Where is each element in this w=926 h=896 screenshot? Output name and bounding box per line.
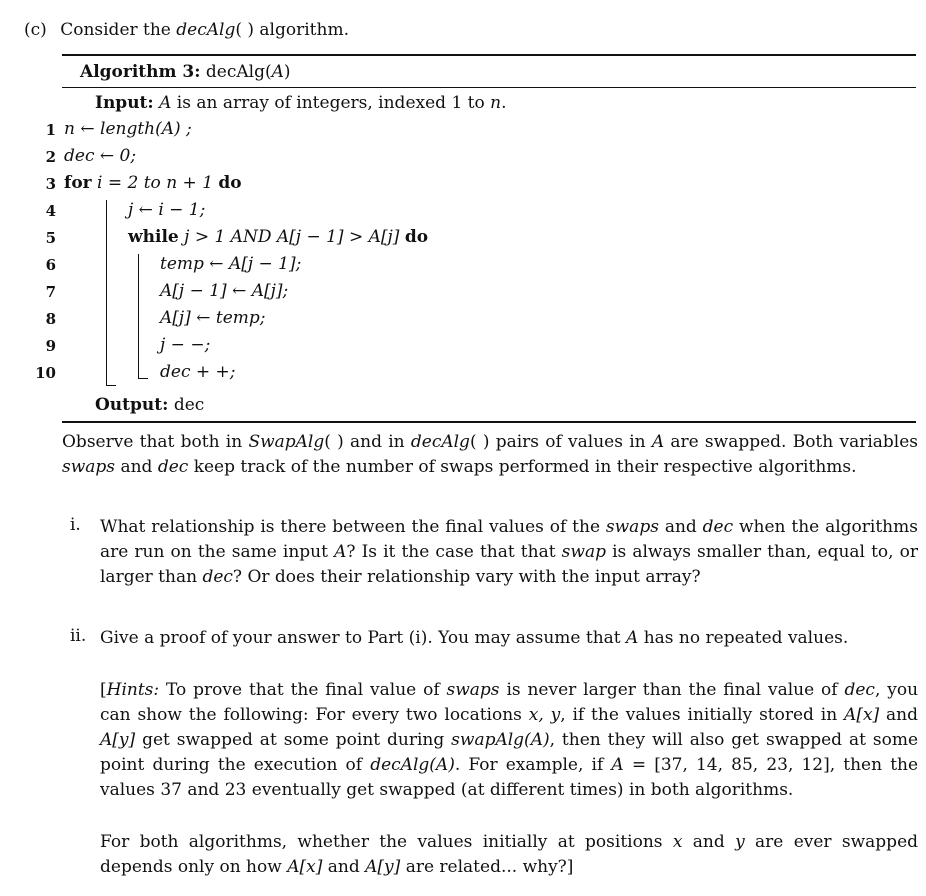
item-ii-hints	[100, 678, 918, 803]
heading-text-after: algorithm.	[259, 20, 349, 40]
var-dec: dec	[702, 517, 734, 537]
item-ii-why	[100, 830, 918, 880]
text: ? Is it the case that that	[346, 542, 556, 562]
item-i-text	[100, 515, 918, 590]
algorithm-input	[95, 93, 507, 113]
var-dec: dec	[202, 567, 233, 587]
algorithm-title-rule	[62, 87, 916, 88]
code-line: dec ← 0;	[64, 146, 137, 166]
input-var: A	[159, 93, 172, 113]
algorithm-title-label: Algorithm 3:	[80, 62, 201, 82]
text: is never larger than the final value of	[506, 680, 838, 700]
var-x: x	[672, 832, 683, 852]
line-number: 1	[45, 121, 56, 139]
input-n: n	[490, 93, 502, 113]
text: ( ) and in	[324, 432, 405, 452]
text: and	[120, 457, 153, 477]
var-swaps: swaps	[605, 517, 659, 537]
var-a: A	[651, 432, 665, 452]
var-y: y	[735, 832, 745, 852]
output-label: Output:	[95, 395, 169, 415]
var-a: A	[611, 755, 624, 775]
var-a: A	[334, 542, 347, 562]
line-number: 8	[45, 310, 56, 328]
text: [	[100, 680, 107, 700]
var-swaps: swaps	[62, 457, 116, 477]
input-end: .	[501, 93, 507, 113]
code-line: dec + +;	[160, 362, 236, 382]
swapalg-call: swapAlg(A)	[451, 730, 550, 750]
line-number: 3	[45, 175, 56, 193]
algorithm-title-name: decAlg(	[205, 62, 272, 82]
text: are swapped. Both variables	[670, 432, 919, 452]
text: when the algorithms are run on the same input	[100, 517, 918, 562]
var-a: A	[626, 628, 639, 648]
text: has no repeated values.	[643, 628, 849, 648]
keyword-for: for	[64, 173, 92, 193]
code-line: n ← length(A) ;	[64, 119, 192, 139]
code-line: temp ← A[j − 1];	[160, 254, 302, 274]
while-block-bar	[138, 254, 139, 378]
line-number: 10	[35, 364, 56, 382]
var-ay: A[y]	[100, 730, 136, 750]
var-swaps: swaps	[446, 680, 500, 700]
hints-label: Hints:	[106, 680, 160, 700]
input-text: is an array of integers, indexed 1 to	[176, 93, 485, 113]
text: get swapped at some point during	[142, 730, 445, 750]
code-line-for	[64, 173, 242, 193]
var-xy: x, y	[528, 705, 561, 725]
text: To prove that the final value of	[166, 680, 440, 700]
text: is always smaller than, equal to, or larger than	[100, 542, 919, 587]
heading-parens: ( )	[235, 20, 255, 40]
text: What relationship is there between the final values of the	[100, 517, 601, 537]
output-text: dec	[173, 395, 205, 415]
item-ii-text	[100, 626, 918, 651]
part-label: (c)	[24, 20, 47, 40]
code-line: j − −;	[160, 335, 211, 355]
for-block-end	[106, 385, 116, 386]
var-swap: swap	[561, 542, 606, 562]
while-block-end	[138, 378, 148, 379]
item-i-number: i.	[70, 515, 81, 535]
text: and	[692, 832, 725, 852]
code-line: j ← i − 1;	[128, 200, 206, 220]
text: keep track of the number of swaps performed in their respective algorithms.	[193, 457, 857, 477]
swapalg-name: SwapAlg	[248, 432, 325, 452]
algorithm-top-rule	[62, 54, 916, 56]
text: , then they will also get swapped at some point during the execution of	[100, 730, 919, 775]
text: ? Or does their relationship vary with the input array?	[232, 567, 701, 587]
item-ii-number: ii.	[70, 626, 87, 646]
for-expression: i = 2 to n + 1	[97, 173, 214, 193]
text: and	[327, 857, 360, 877]
text: , you can show the following: For every two locations	[100, 680, 919, 725]
var-ax: A[x]	[287, 857, 323, 877]
var-ay: A[y]	[365, 857, 401, 877]
keyword-while: while	[128, 227, 179, 247]
question-heading	[24, 20, 349, 40]
code-line: A[j − 1] ← A[j];	[160, 281, 289, 301]
code-line-while	[128, 227, 428, 247]
while-expression: j > 1 AND A[j − 1] > A[j]	[184, 227, 400, 247]
algorithm-title-close: )	[283, 62, 291, 82]
for-block-bar	[106, 200, 107, 385]
algorithm-output	[95, 395, 204, 415]
keyword-do: do	[404, 227, 429, 247]
text: , if the values initially stored in	[560, 705, 838, 725]
text: Observe that both in	[62, 432, 243, 452]
text: = [37, 14, 85, 23, 12], then the values 37 and 23 eventually get swapped (at different times) in both algorithms.	[100, 755, 919, 800]
algorithm-bottom-rule	[62, 421, 916, 423]
text: . For example, if	[454, 755, 604, 775]
algorithm-title-arg: A	[271, 62, 284, 82]
text: ( ) pairs of values in	[469, 432, 646, 452]
line-number: 6	[45, 256, 56, 274]
text: are related... why?]	[405, 857, 574, 877]
observation-paragraph	[62, 430, 918, 480]
line-number: 4	[45, 202, 56, 220]
line-number: 9	[45, 337, 56, 355]
text: and	[886, 705, 919, 725]
text: are ever swapped depends only on how	[100, 832, 919, 877]
code-line: A[j] ← temp;	[160, 308, 266, 328]
text: Give a proof of your answer to Part (i). You may assume that	[100, 628, 621, 648]
line-number: 2	[45, 148, 56, 166]
line-number: 7	[45, 283, 56, 301]
decalg-name: decAlg	[410, 432, 470, 452]
input-label: Input:	[95, 93, 154, 113]
keyword-do: do	[218, 173, 242, 193]
decalg-call: decAlg(A)	[370, 755, 455, 775]
algorithm-title	[80, 62, 291, 82]
text: For both algorithms, whether the values initially at positions	[100, 832, 663, 852]
heading-alg-name: decAlg	[176, 20, 236, 40]
var-dec: dec	[157, 457, 189, 477]
heading-text-before: Consider the	[60, 20, 171, 40]
var-ax: A[x]	[844, 705, 880, 725]
line-number: 5	[45, 229, 56, 247]
var-dec: dec	[844, 680, 875, 700]
text: and	[664, 517, 697, 537]
